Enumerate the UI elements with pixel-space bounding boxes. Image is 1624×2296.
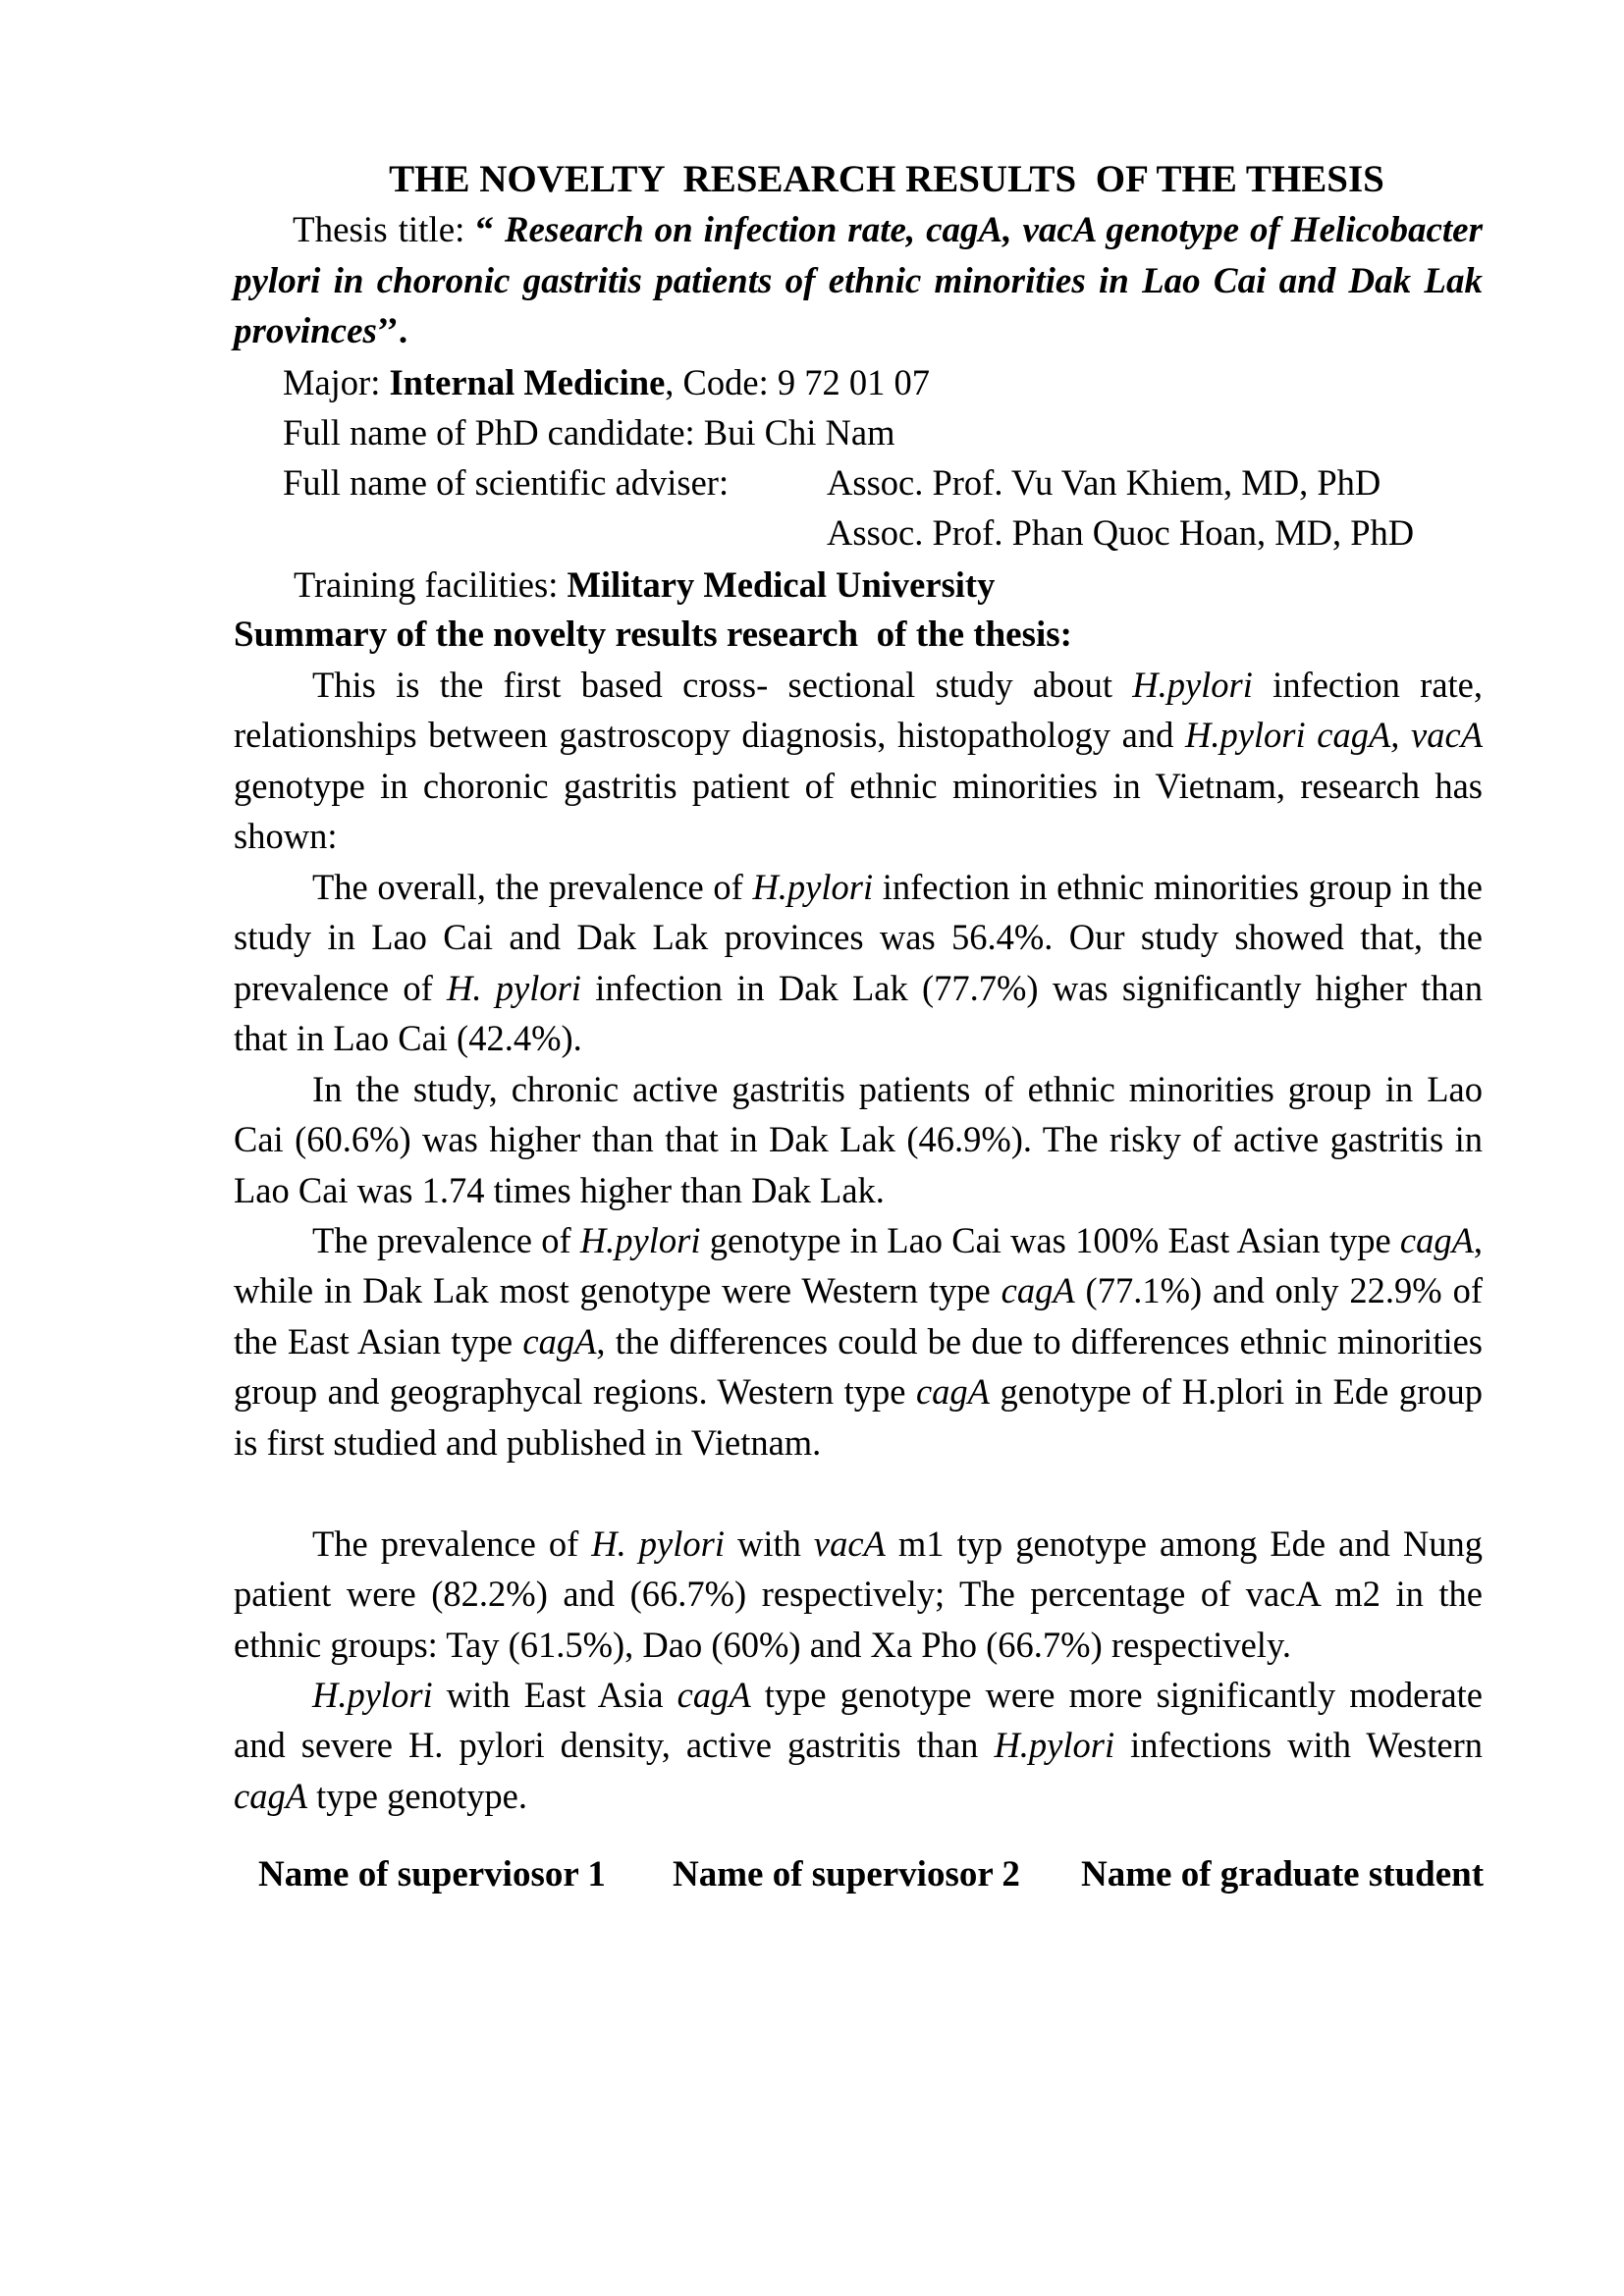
p6-text-b: with East Asia <box>432 1675 677 1715</box>
p6-text-h: type genotype. <box>307 1775 528 1816</box>
summary-paragraph-6 <box>234 1670 1483 1821</box>
summary-paragraph-4 <box>234 1215 1483 1468</box>
facility-line <box>294 560 995 611</box>
close-quote: ’’. <box>376 311 408 351</box>
thesis-title-label: Thesis title: <box>293 210 465 250</box>
signature-supervisor-2: Name of superviosor 2 <box>673 1854 1020 1895</box>
p4-italic-f: cagA <box>1001 1270 1075 1311</box>
p6-italic-g: cagA <box>234 1775 307 1816</box>
p1-text-e: genotype in choronic gastritis patient of ethnic minorities in Vietnam, research has shown: <box>234 765 1483 857</box>
adviser-label: Full name of scientific adviser: <box>283 462 730 503</box>
p4-text-g: (77.1%) and only 22.9% of the East Asian type <box>234 1270 1483 1362</box>
thesis-title-text: Research on infection rate, cagA, vacA genotype of Helicobacter pylori in choronic gastritis patients of ethnic minorities in Lao Cai and Dak Lak provinces <box>234 210 1483 351</box>
summary-heading: Summary of the novelty results research of the thesis: <box>234 614 1072 655</box>
p6-text-d: type genotype were more significantly moderate and severe H. pylori density, active gastritis than <box>234 1675 1484 1766</box>
p2-italic-b: H.pylori <box>752 867 874 907</box>
p2-italic-d: H. pylori <box>447 967 581 1008</box>
summary-paragraph-5 <box>234 1519 1483 1670</box>
open-quote: “ <box>475 210 494 250</box>
signature-graduate-student: Name of graduate student <box>1081 1854 1485 1895</box>
p4-italic-h: cagA <box>522 1320 597 1362</box>
p1-italic-d: H.pylori cagA, vacA <box>1184 715 1483 756</box>
p4-text-c: genotype in Lao Cai was 100% East Asian type <box>700 1220 1400 1260</box>
major-line <box>283 357 930 408</box>
p5-italic-d: vacA <box>813 1523 886 1564</box>
p4-text-i: , the differences could be due to differences ethnic minorities group and geographycal regions. Western type <box>234 1320 1484 1413</box>
document-title: THE NOVELTY RESEARCH RESULTS OF THE THESIS <box>389 158 1384 200</box>
adviser-1: Assoc. Prof. Vu Van Khiem, MD, PhD <box>827 462 1381 503</box>
p1-text-c: infection rate, relationships between gastroscopy diagnosis, histopathology and <box>234 665 1483 756</box>
p6-text-f: infections with Western <box>1114 1725 1484 1766</box>
summary-paragraph-3: In the study, chronic active gastritis patients of ethnic minorities group in Lao Cai (60.6%) was higher than that in Dak Lak (46.9%). The risky of active gastritis in Lao Cai was 1.74 times higher than Dak Lak. <box>234 1069 1483 1210</box>
p2-text-a: The overall, the prevalence of <box>312 867 753 907</box>
candidate-line: Full name of PhD candidate: Bui Chi Nam <box>283 412 895 453</box>
p5-italic-b: H. pylori <box>591 1523 725 1564</box>
p4-text-k: genotype of H.plori in Ede group is first studied and published in Vietnam. <box>234 1371 1483 1463</box>
p2-text-c: infection in ethnic minorities group in the study in Lao Cai and Dak Lak provinces was 56.4%. Our study showed that, the prevalence of <box>234 867 1484 1008</box>
p2-text-e: infection in Dak Lak (77.7%) was significantly higher than that in Lao Cai (42.4%). <box>234 967 1483 1059</box>
p4-italic-b: H.pylori <box>579 1220 701 1260</box>
summary-paragraph-2 <box>234 862 1483 1064</box>
p4-italic-d: cagA <box>1399 1220 1474 1260</box>
p6-italic-c: cagA <box>677 1675 751 1715</box>
p1-italic-b: H.pylori <box>1132 665 1253 705</box>
major-value: Internal Medicine <box>389 362 666 402</box>
p4-text-a: The prevalence of <box>312 1220 580 1260</box>
code-text: , Code: 9 72 01 07 <box>665 362 930 402</box>
p6-italic-a: H.pylori <box>312 1675 433 1715</box>
major-label: Major: <box>283 362 381 402</box>
thesis-title-block <box>234 205 1483 357</box>
p4-italic-j: cagA <box>915 1371 990 1413</box>
adviser-2: Assoc. Prof. Phan Quoc Hoan, MD, PhD <box>827 512 1415 553</box>
p6-italic-e: H.pylori <box>994 1725 1115 1766</box>
facility-label: Training facilities: <box>294 564 559 605</box>
p5-text-a: The prevalence of <box>312 1523 592 1564</box>
p4-text-e: , while in Dak Lak most genotype were Western type <box>234 1220 1483 1311</box>
p5-text-e: m1 typ genotype among Ede and Nung patient were (82.2%) and (66.7%) respectively; The percentage of vacA m2 in the ethnic groups: Tay (61.5%), Dao (60%) and Xa Pho (66.7%) respectively. <box>234 1523 1483 1665</box>
summary-paragraph-1 <box>234 660 1483 862</box>
signature-supervisor-1: Name of superviosor 1 <box>258 1854 606 1895</box>
p1-text-a: This is the first based cross- sectional study about <box>312 665 1133 705</box>
p5-text-c: with <box>724 1523 814 1564</box>
facility-value: Military Medical University <box>567 564 996 605</box>
